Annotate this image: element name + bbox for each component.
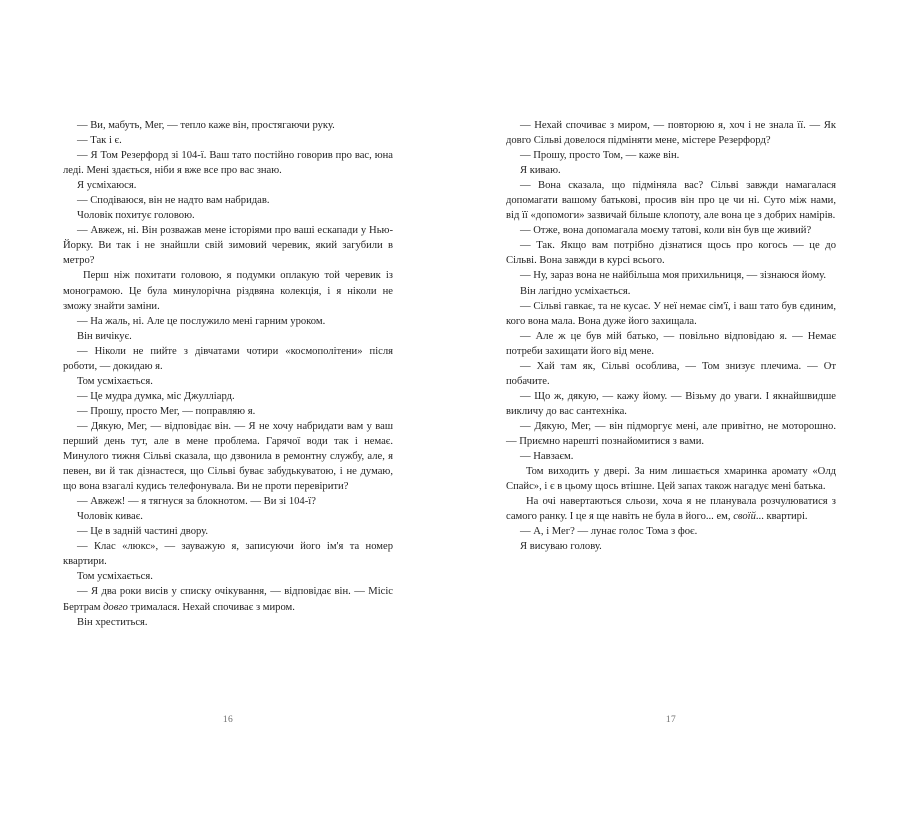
paragraph: — Сподіваюся, він не надто вам набридав. [77,195,270,207]
paragraph: — Авжеж! — я тягнуся за блокнотом. — Ви зі 104-ї? [77,496,316,508]
paragraph: — Прошу, просто Мег, — поправляю я. [77,405,256,417]
paragraph: — Це мудра думка, міс Джулліард. [77,390,235,402]
paragraph: Чоловік киває. [77,511,143,523]
page-left-folio: 16 [222,715,234,725]
paragraph: — Дякую, Мег, — відповідає він. — Я не хочу набридати вам у ваш перший день тут, але в мене проблема. Гарячої води так і немає. Минулого тижня Сільві сказала, що дзвонила в ремонтну службу, але, я певен, ви й так дізнастеся, що Сільві буває забудькуватою, і не думаю, що вона взагалі кудись телефонувала. Ви не проти перевірити? [63,420,393,493]
paragraph: Він хреститься. [77,616,148,628]
paragraph: — Так і є. [77,135,122,147]
paragraph: — Так. Якщо вам потрібно дізнатися щось про когось — це до Сільві. Вона завжди в курсі всього. [506,240,836,267]
paragraph: Перш ніж похитати головою, я подумки оплакую той черевик із монограмою. Це була минулорічна різдвяна колекція, і я ніколи не зможу знайти заміни. [63,270,393,312]
page-left-text-block [63,118,393,630]
paragraph: — На жаль, ні. Але це послужило мені гарним уроком. [77,315,326,327]
paragraph: Том усміхається. [77,571,153,583]
paragraph: — Ніколи не пийте з дівчатами чотири «космополітени» після роботи, — докидаю я. [63,345,393,372]
paragraph: — Навзаєм. [520,451,574,463]
paragraph: На очі навертаються сльози, хоча я не планувала розчулюватися з самого ранку. І це я ще навіть не була в його... ем, своїй... квартирі. [506,496,836,523]
paragraph: — Нехай спочиває з миром, — повторюю я, хоч і не знала її. — Як довго Сільві довелося підміняти мене, містере Резерфорд? [506,120,836,147]
paragraph: — Прошу, просто Том, — каже він. [520,150,680,162]
page-right [450,0,900,817]
paragraph: — Клас «люкс», — зауважую я, записуючи його ім'я та номер квартири. [63,541,393,568]
paragraph: — Сільві гавкає, та не кусає. У неї немає сім'ї, і ваш тато був єдиним, кого вона мала. Вона дуже його захищала. [506,300,836,327]
paragraph: — Авжеж, ні. Він розважав мене історіями про ваші ескапади у Нью-Йорку. Ви так і не знайшли свій зимовий черевик, який загубили в метро? [63,225,393,267]
paragraph: — Я два роки висів у списку очікування, — відповідає він. — Місіс Бертрам довго трималася. Нехай спочиває з миром. [63,586,393,613]
paragraph: Чоловік похитує головою. [77,210,195,222]
paragraph: Том усміхається. [77,375,153,387]
paragraph: — Ви, мабуть, Мег, — тепло каже він, простягаючи руку. [77,120,335,131]
paragraph: — А, і Мег? — лунає голос Тома з фоє. [520,526,698,538]
paragraph: — Що ж, дякую, — кажу йому. — Візьму до уваги. І якнайшвидше викличу до вас сантехніка. [506,390,836,417]
page-right-text-block [506,118,836,554]
paragraph: — Але ж це був мій батько, — повільно відповідаю я. — Немає потреби захищати його від мене. [506,330,836,357]
paragraph: — Отже, вона допомагала моєму татові, коли він був ще живий? [520,225,812,237]
paragraph: Том виходить у двері. За ним лишається хмаринка аромату «Олд Спайс», і є в цьому щось втішне. Цей запах також нагадує мені батька. [506,466,836,493]
paragraph: — Дякую, Мег, — він підморгує мені, але привітно, не моторошно. — Приємно нарешті познайомитися з вами. [506,420,836,447]
paragraph: Я киваю. [520,165,561,177]
page-right-folio: 17 [665,715,677,725]
paragraph: — Вона сказала, що підміняла вас? Сільві завжди намагалася допомагати вашому батькові, просив він про це чи ні. Суто між нами, від її «допомоги» зазвичай більше клопоту, але вона це з добрих намірів. [506,180,836,222]
paragraph: — Це в задній частині двору. [77,526,209,538]
paragraph: Я висуваю голову. [520,541,602,553]
paragraph: Він лагідно усміхається. [520,285,631,297]
paragraph: — Ну, зараз вона не найбільша моя прихильниця, — зізнаюся йому. [520,270,827,282]
paragraph: — Хай там як, Сільві особлива, — Том знизує плечима. — От побачите. [506,360,836,387]
paragraph: — Я Том Резерфорд зі 104-ї. Ваш тато постійно говорив про вас, юна леді. Мені здається, ніби я вже все про вас знаю. [63,150,393,177]
paragraph: Він вичікує. [77,330,132,342]
paragraph: Я усміхаюся. [77,180,137,192]
